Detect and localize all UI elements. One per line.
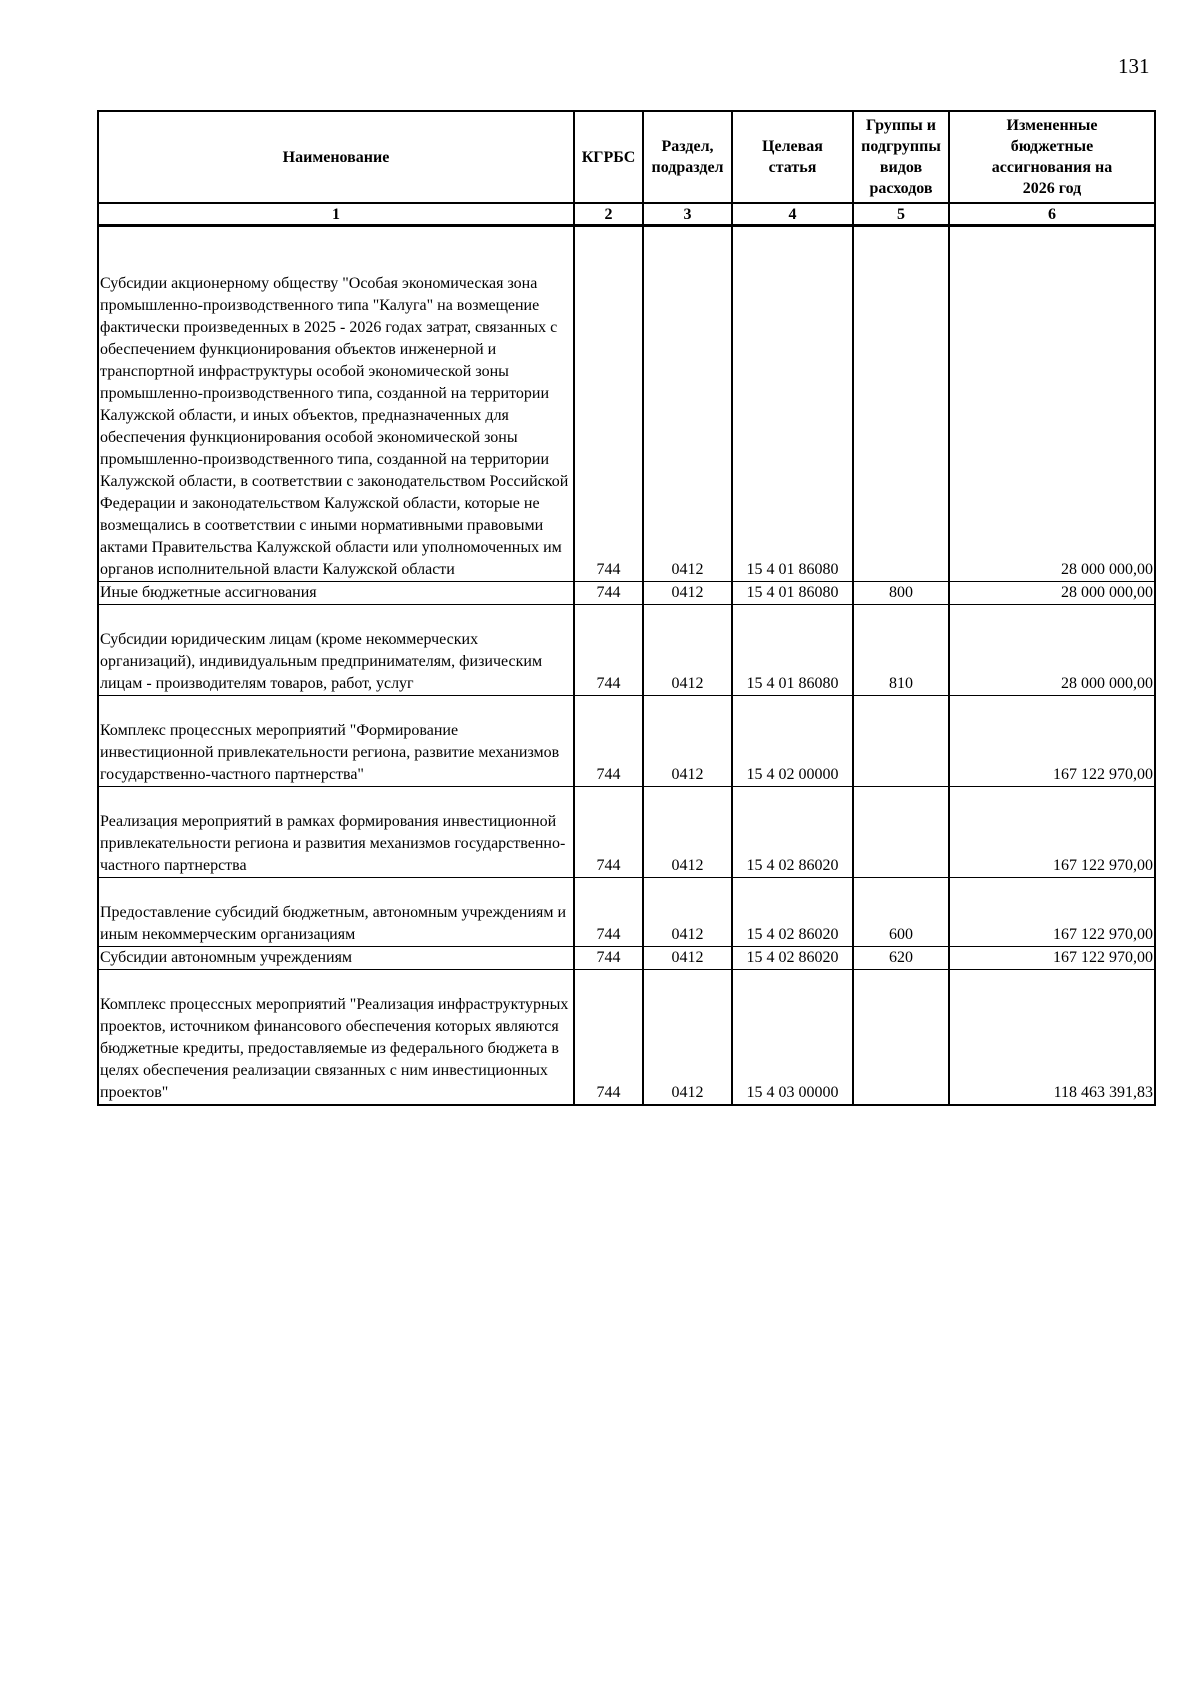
header-name: Наименование bbox=[98, 111, 574, 203]
column-number: 3 bbox=[643, 203, 732, 226]
row-section: 0412 bbox=[643, 970, 732, 1106]
column-number: 2 bbox=[574, 203, 643, 226]
row-group bbox=[853, 787, 949, 878]
row-target: 15 4 03 00000 bbox=[732, 970, 853, 1106]
row-name: Субсидии автономным учреждениям bbox=[98, 947, 574, 970]
row-section: 0412 bbox=[643, 787, 732, 878]
row-kgrbs: 744 bbox=[574, 582, 643, 605]
row-section: 0412 bbox=[643, 947, 732, 970]
row-target: 15 4 01 86080 bbox=[732, 582, 853, 605]
column-number: 1 bbox=[98, 203, 574, 226]
row-amount: 167 122 970,00 bbox=[949, 878, 1155, 947]
row-kgrbs: 744 bbox=[574, 878, 643, 947]
row-name: Субсидии акционерному обществу "Особая экономическая зона промышленно-производственного типа "Калуга" на возмещение фактически произведенных в 2025 - 2026 годах затрат, связанных с обеспечением функционирования объектов инженерной и транспортной инфраструктуры особой экономической зоны промышленно-производственного типа, созданной на территории Калужской области, и иных объектов, предназначенных для обеспечения функционирования особой экономической зоны промышленно-производственного типа, созданной на территории Калужской области, в соответствии с законодательством Российской Федерации и законодательством Калужской области, которые не возмещались в соответствии с иными нормативными правовыми актами Правительства Калужской области или уполномоченных им органов исполнительной власти Калужской области bbox=[98, 226, 574, 582]
row-name: Реализация мероприятий в рамках формирования инвестиционной привлекательности региона и развития механизмов государственно-частного партнерства bbox=[98, 787, 574, 878]
row-group bbox=[853, 970, 949, 1106]
table-row bbox=[98, 947, 1155, 970]
row-target: 15 4 02 86020 bbox=[732, 947, 853, 970]
row-group: 620 bbox=[853, 947, 949, 970]
row-amount: 28 000 000,00 bbox=[949, 582, 1155, 605]
row-amount: 28 000 000,00 bbox=[949, 605, 1155, 696]
row-group: 810 bbox=[853, 605, 949, 696]
row-name: Предоставление субсидий бюджетным, автономным учреждениям и иным некоммерческим организациям bbox=[98, 878, 574, 947]
row-group: 600 bbox=[853, 878, 949, 947]
page-number: 131 bbox=[1118, 54, 1150, 78]
row-kgrbs: 744 bbox=[574, 605, 643, 696]
table-row bbox=[98, 226, 1155, 582]
row-amount: 167 122 970,00 bbox=[949, 947, 1155, 970]
row-kgrbs: 744 bbox=[574, 696, 643, 787]
row-section: 0412 bbox=[643, 226, 732, 582]
table-row bbox=[98, 970, 1155, 1106]
table-row bbox=[98, 696, 1155, 787]
budget-allocation-table bbox=[97, 110, 1156, 1106]
row-amount: 167 122 970,00 bbox=[949, 787, 1155, 878]
column-number: 5 bbox=[853, 203, 949, 226]
row-section: 0412 bbox=[643, 878, 732, 947]
header-groups: Группы и подгруппы видов расходов bbox=[853, 111, 949, 203]
row-target: 15 4 01 86080 bbox=[732, 226, 853, 582]
row-target: 15 4 01 86080 bbox=[732, 605, 853, 696]
header-target: Целевая статья bbox=[732, 111, 853, 203]
row-section: 0412 bbox=[643, 582, 732, 605]
row-name: Субсидии юридическим лицам (кроме некоммерческих организаций), индивидуальным предпринимателям, физическим лицам - производителям товаров, работ, услуг bbox=[98, 605, 574, 696]
row-name: Комплекс процессных мероприятий "Формирование инвестиционной привлекательности региона, развитие механизмов государственно-частного партнерства" bbox=[98, 696, 574, 787]
table-header-row bbox=[98, 111, 1155, 203]
table-row bbox=[98, 582, 1155, 605]
row-target: 15 4 02 86020 bbox=[732, 878, 853, 947]
row-target: 15 4 02 00000 bbox=[732, 696, 853, 787]
table-row bbox=[98, 605, 1155, 696]
row-kgrbs: 744 bbox=[574, 226, 643, 582]
row-amount: 167 122 970,00 bbox=[949, 696, 1155, 787]
row-kgrbs: 744 bbox=[574, 787, 643, 878]
row-kgrbs: 744 bbox=[574, 970, 643, 1106]
header-amount: Измененные бюджетные ассигнования на 2026 год bbox=[949, 111, 1155, 203]
row-section: 0412 bbox=[643, 696, 732, 787]
row-amount: 118 463 391,83 bbox=[949, 970, 1155, 1106]
row-section: 0412 bbox=[643, 605, 732, 696]
row-amount: 28 000 000,00 bbox=[949, 226, 1155, 582]
row-target: 15 4 02 86020 bbox=[732, 787, 853, 878]
row-group bbox=[853, 696, 949, 787]
row-name: Иные бюджетные ассигнования bbox=[98, 582, 574, 605]
row-name: Комплекс процессных мероприятий "Реализация инфраструктурных проектов, источником финансового обеспечения которых являются бюджетные кредиты, предоставляемые из федерального бюджета в целях обеспечения реализации связанных с ним инвестиционных проектов" bbox=[98, 970, 574, 1106]
column-number: 4 bbox=[732, 203, 853, 226]
row-group bbox=[853, 226, 949, 582]
header-section: Раздел, подраздел bbox=[643, 111, 732, 203]
column-number-row bbox=[98, 203, 1155, 226]
header-kgrbs: КГРБС bbox=[574, 111, 643, 203]
row-group: 800 bbox=[853, 582, 949, 605]
row-kgrbs: 744 bbox=[574, 947, 643, 970]
table-row bbox=[98, 787, 1155, 878]
table-row bbox=[98, 878, 1155, 947]
column-number: 6 bbox=[949, 203, 1155, 226]
